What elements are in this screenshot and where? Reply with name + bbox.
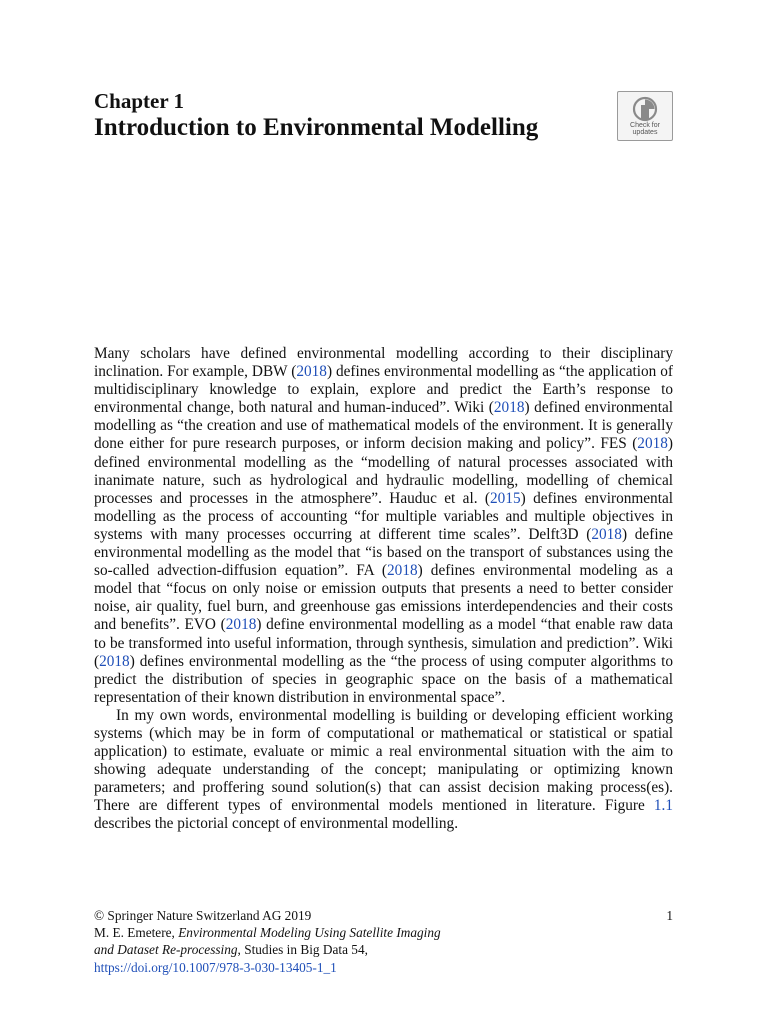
citation-link[interactable]: 2018 — [296, 363, 327, 381]
paragraph-text: ) defines environmental modeling as a model that “focus on only noise or emission outputs that presents a need to better consider noise, air quality, fuel burn, and greenhouse gas emissions interdependencies and their costs and benefits”. EVO ( — [94, 562, 673, 634]
citation-link[interactable]: 2018 — [493, 399, 525, 417]
chapter-label: Chapter 1 — [94, 89, 185, 113]
book-series: , Studies in Big Data 54, — [237, 942, 368, 958]
chapter-title: Introduction to Environmental Modelling — [94, 114, 539, 141]
book-author: M. E. Emetere, — [94, 925, 179, 941]
doi-link[interactable]: https://doi.org/10.1007/978-3-030-13405-1_1 — [94, 959, 337, 975]
paragraph-text: ) defined environmental modelling as “the creation and use of mathematical models of the environment. It is generally done either for pure research purposes, or inform decision making and policy”. FES ( — [94, 399, 673, 453]
badge-line-1: Check for — [630, 122, 660, 129]
book-title-part-1: Environmental Modeling Using Satellite Imaging — [178, 925, 441, 941]
copyright-line: © Springer Nature Switzerland AG 2019 — [94, 908, 312, 923]
citation-link[interactable]: 2018 — [387, 562, 418, 580]
paragraph-text: In my own words, environmental modelling is building or developing efficient working systems (which may be in form of computational or mathematical or statistical or spatial application) to estimate, evaluate or mimic a real environmental situation with the aim to showing adequate understanding of the concept; manipulating or optimizing known parameters; and proffering sound solution(s) that can assist decision making process(es). There are different types of environmental models mentioned in literature. Figure — [94, 706, 673, 815]
paragraph-text: describes the pictorial concept of environmental modelling. — [94, 815, 459, 833]
page-number: 1 — [666, 908, 673, 923]
citation-link[interactable]: 2018 — [591, 525, 622, 543]
check-for-updates-icon — [632, 96, 658, 122]
paragraph-text: ) defines environmental modelling as the process of accounting “for multiple variables and multiple objectives in systems with many processes occurring at different time scales”. Delft3D ( — [94, 489, 673, 543]
citation-link[interactable]: 2015 — [490, 489, 521, 507]
page-footer — [94, 907, 673, 976]
book-reference — [94, 924, 673, 941]
body-text — [94, 345, 673, 834]
citation-link[interactable]: 1.1 — [653, 797, 673, 815]
book-reference-cont — [94, 941, 673, 958]
paragraph-text: ) define environmental modelling as the model that “is based on the transport of substances using the so-called advection-diffusion equation”. FA ( — [94, 525, 674, 580]
paragraph-1 — [94, 345, 673, 707]
paragraph-text: ) defines environmental modelling as “the application of multidisciplinary knowledge to explain, explore and predict the Earth’s response to environmental change, both natural and human-induced”. Wiki ( — [94, 363, 673, 417]
citation-link[interactable]: 2018 — [99, 652, 130, 670]
citation-link[interactable]: 2018 — [637, 435, 668, 453]
paragraph-text: Many scholars have defined environmental modelling according to their disciplinary inclination. For example, DBW ( — [94, 345, 673, 381]
check-for-updates-badge[interactable] — [617, 91, 673, 141]
paragraph-2 — [94, 707, 673, 834]
citation-link[interactable]: 2018 — [225, 616, 257, 634]
paragraph-text: ) defines environmental modelling as the “the process of using computer algorithms to predict the distribution of species in geographic space on the basis of a mathematical representation of their known distribution in environmental space”. — [94, 652, 673, 706]
paragraph-text: ) defined environmental modelling as the “modelling of natural processes associated with inanimate nature, such as hydrological and hydraulic modelling, modelling of chemical processes and processes in the atmosphere”. Hauduc et al. ( — [94, 435, 673, 507]
badge-line-2: updates — [632, 129, 658, 136]
paragraph-text: ) define environmental modelling as a model “that enable raw data to be transformed into useful information, through synthesis, simulation and prediction”. Wiki ( — [94, 616, 673, 670]
book-title-part-2: and Dataset Re-processing — [94, 942, 238, 958]
